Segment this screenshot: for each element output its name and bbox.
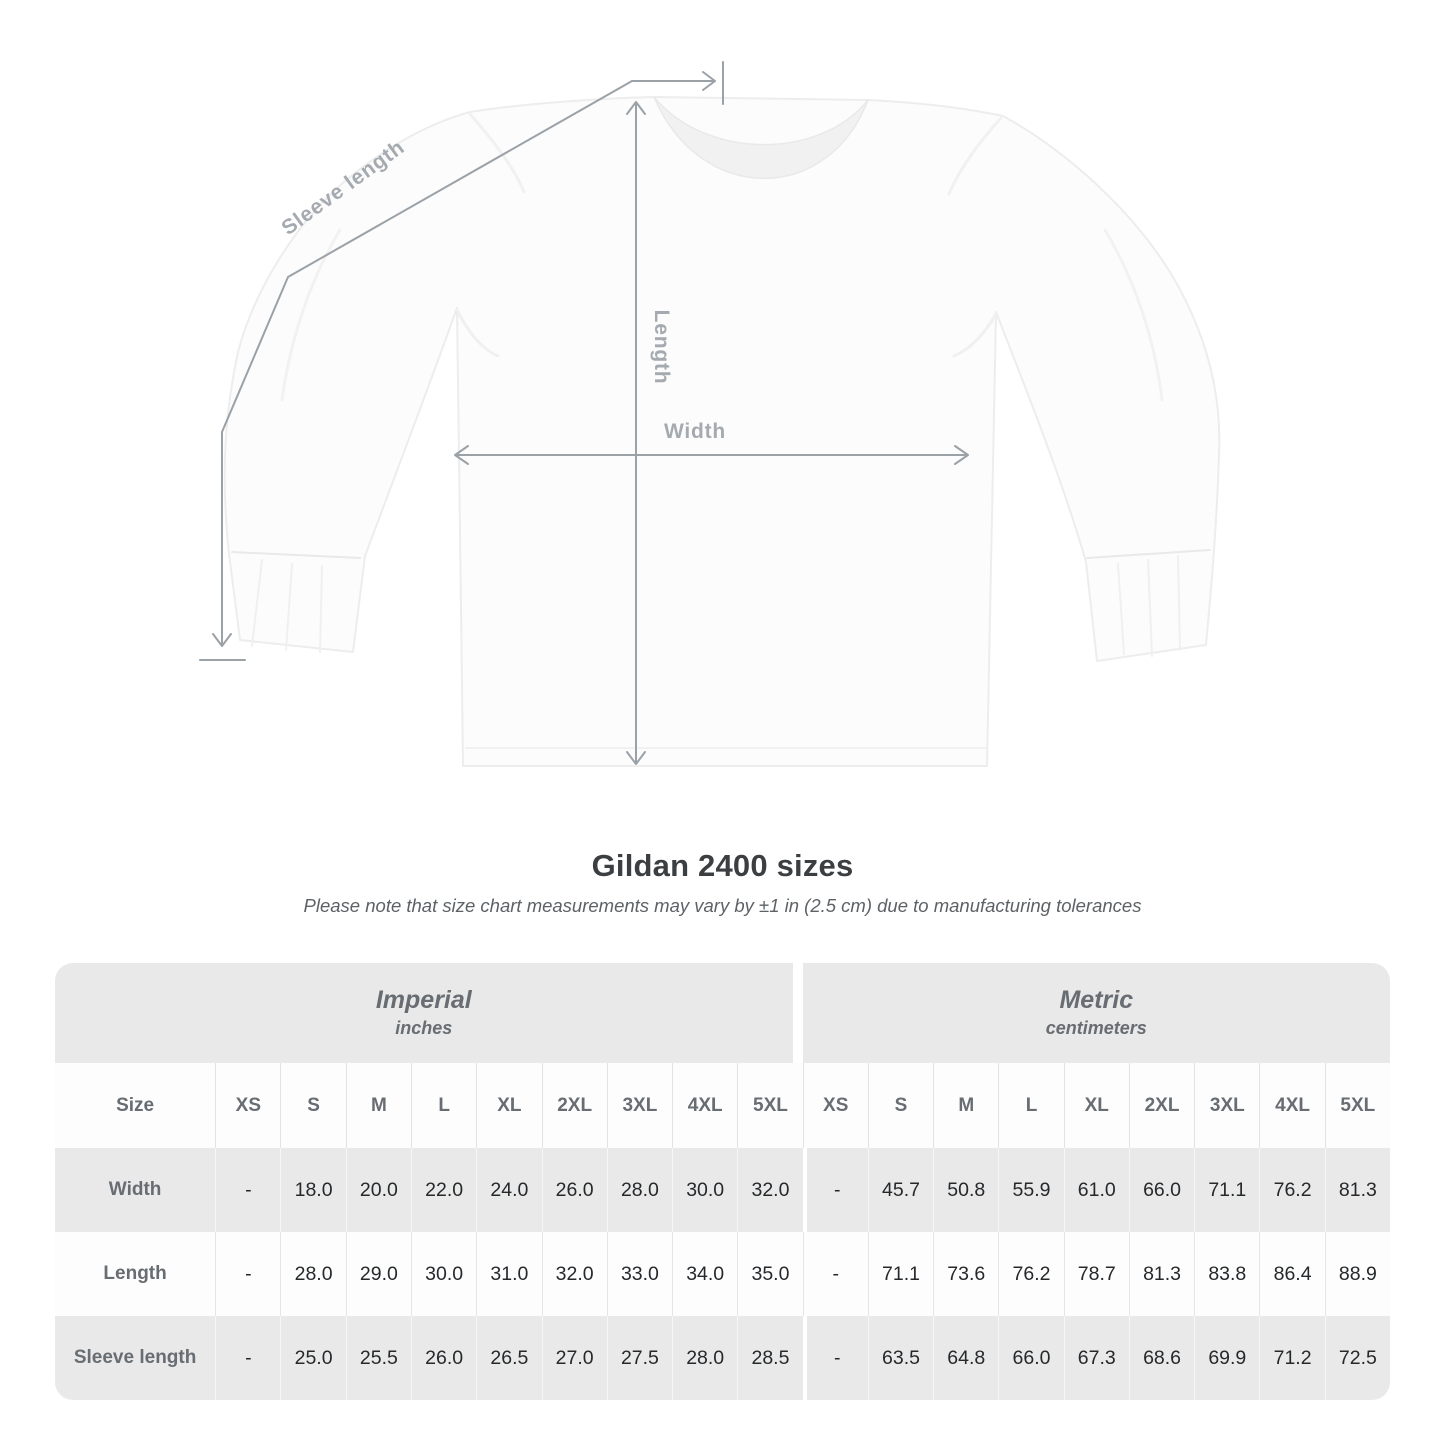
size-col-header: M (933, 1063, 998, 1148)
value-cell: 20.0 (346, 1148, 411, 1232)
page-title: Gildan 2400 sizes (591, 848, 854, 883)
metric-label: Metric (1059, 986, 1134, 1014)
size-col-header: 2XL (1129, 1063, 1194, 1148)
imperial-unit-header (55, 963, 803, 1063)
value-cell: 61.0 (1064, 1148, 1129, 1232)
value-cell: 73.6 (933, 1232, 998, 1316)
value-cell: - (215, 1232, 280, 1316)
row-label: Width (55, 1148, 215, 1232)
size-col-header: L (998, 1063, 1063, 1148)
value-cell: 83.8 (1194, 1232, 1259, 1316)
value-cell: 78.7 (1064, 1232, 1129, 1316)
value-cell: 28.0 (672, 1316, 737, 1400)
size-header-label: Size (55, 1063, 215, 1148)
size-header-row (55, 1063, 1390, 1148)
size-col-header: XL (1064, 1063, 1129, 1148)
sleeve-length-label: Sleeve length (277, 135, 409, 240)
value-cell: 26.5 (476, 1316, 541, 1400)
value-cell: 76.2 (998, 1232, 1063, 1316)
value-cell: 45.7 (868, 1148, 933, 1232)
value-cell: 30.0 (672, 1148, 737, 1232)
value-cell: 29.0 (346, 1232, 411, 1316)
size-col-header: 3XL (1194, 1063, 1259, 1148)
value-cell: 26.0 (542, 1148, 607, 1232)
value-cell: 66.0 (1129, 1148, 1194, 1232)
value-cell: 26.0 (411, 1316, 476, 1400)
size-col-header: M (346, 1063, 411, 1148)
value-cell: - (803, 1232, 868, 1316)
size-col-header: L (411, 1063, 476, 1148)
size-col-header: 2XL (542, 1063, 607, 1148)
row-label: Length (55, 1232, 215, 1316)
size-col-header: XS (803, 1063, 868, 1148)
value-cell: 31.0 (476, 1232, 541, 1316)
size-col-header: S (280, 1063, 345, 1148)
value-cell: - (215, 1148, 280, 1232)
value-cell: - (803, 1316, 868, 1400)
value-cell: 32.0 (737, 1148, 802, 1232)
unit-header-row (55, 963, 1390, 1063)
value-cell: 81.3 (1129, 1232, 1194, 1316)
value-cell: 88.9 (1325, 1232, 1390, 1316)
value-cell: 32.0 (542, 1232, 607, 1316)
value-cell: - (215, 1316, 280, 1400)
value-cell: 22.0 (411, 1148, 476, 1232)
value-cell: 35.0 (737, 1232, 802, 1316)
value-cell: 66.0 (998, 1316, 1063, 1400)
row-label: Sleeve length (55, 1316, 215, 1400)
imperial-label: Imperial (375, 986, 472, 1014)
value-cell: 30.0 (411, 1232, 476, 1316)
size-col-header: 4XL (1259, 1063, 1324, 1148)
length-label: Length (650, 309, 673, 385)
size-col-header: S (868, 1063, 933, 1148)
value-cell: 28.5 (737, 1316, 802, 1400)
value-cell: 28.0 (280, 1232, 345, 1316)
size-col-header: 3XL (607, 1063, 672, 1148)
value-cell: 68.6 (1129, 1316, 1194, 1400)
imperial-unit: inches (395, 1018, 453, 1038)
value-cell: 64.8 (933, 1316, 998, 1400)
value-cell: - (803, 1148, 868, 1232)
size-col-header: 5XL (1325, 1063, 1390, 1148)
value-cell: 81.3 (1325, 1148, 1390, 1232)
size-col-header: 5XL (737, 1063, 802, 1148)
value-cell: 33.0 (607, 1232, 672, 1316)
value-cell: 71.2 (1259, 1316, 1324, 1400)
width-label: Width (663, 420, 727, 443)
value-cell: 18.0 (280, 1148, 345, 1232)
value-cell: 34.0 (672, 1232, 737, 1316)
size-table (55, 963, 1390, 1400)
value-cell: 67.3 (1064, 1316, 1129, 1400)
size-col-header: XL (476, 1063, 541, 1148)
value-cell: 55.9 (998, 1148, 1063, 1232)
value-cell: 25.0 (280, 1316, 345, 1400)
value-cell: 71.1 (1194, 1148, 1259, 1232)
size-col-header: 4XL (672, 1063, 737, 1148)
metric-unit-header (803, 963, 1390, 1063)
table-row-sleeve-length (55, 1316, 1390, 1400)
size-col-header: XS (215, 1063, 280, 1148)
value-cell: 28.0 (607, 1148, 672, 1232)
value-cell: 86.4 (1259, 1232, 1324, 1316)
value-cell: 72.5 (1325, 1316, 1390, 1400)
size-chart-card (55, 963, 1390, 1400)
value-cell: 69.9 (1194, 1316, 1259, 1400)
value-cell: 27.5 (607, 1316, 672, 1400)
table-row-length (55, 1232, 1390, 1316)
value-cell: 76.2 (1259, 1148, 1324, 1232)
value-cell: 50.8 (933, 1148, 998, 1232)
metric-unit: centimeters (1045, 1018, 1147, 1038)
value-cell: 25.5 (346, 1316, 411, 1400)
page-subtitle: Please note that size chart measurements may vary by ±1 in (2.5 cm) due to manufacturing tolerances (303, 895, 1142, 916)
value-cell: 27.0 (542, 1316, 607, 1400)
value-cell: 24.0 (476, 1148, 541, 1232)
value-cell: 63.5 (868, 1316, 933, 1400)
value-cell: 71.1 (868, 1232, 933, 1316)
table-row-width (55, 1148, 1390, 1232)
